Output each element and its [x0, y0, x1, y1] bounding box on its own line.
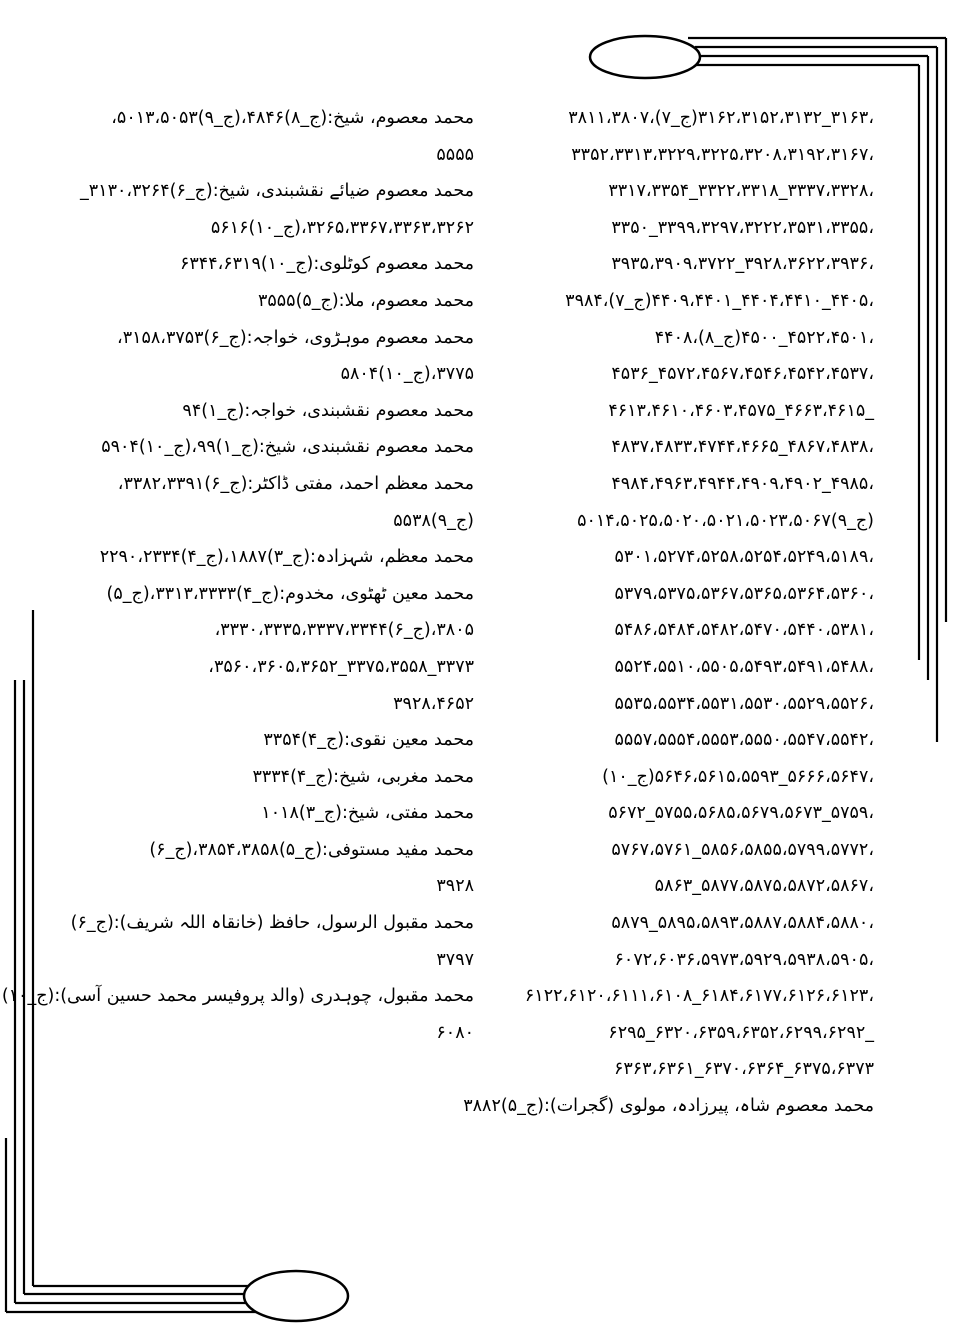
- index-entry-heading: محمد معظم، شہزادہ:(ج_۳)۱۸۸۷،(ج_۴)۲۲۹۰،۲۳۳۴: [99, 547, 474, 568]
- index-line: ۳۹۲۸: [436, 876, 474, 897]
- index-entry-heading: محمد معصوم شاہ، پیرزادہ، مولوی (گجرات):(ج_۵)۳۸۸۲: [463, 1096, 874, 1117]
- index-line: ۳۳۷۳_۳۳۷۵،۳۵۵۸_۳۵۶۰،۳۶۰۵،۳۶۵۲،: [208, 656, 474, 677]
- index-line: ،۶۰۷۲،۶۰۳۶،۵۹۷۳،۵۹۲۹،۵۹۳۸،۵۹۰۵: [614, 949, 874, 970]
- index-line: ،۵۳۷۹،۵۳۷۵،۵۳۶۷،۵۳۶۵،۵۳۶۴،۵۳۶۰: [614, 583, 874, 604]
- index-line: ،۵۶۶۶،۵۶۴۷_۵۶۴۶،۵۶۱۵،۵۵۹۳(ج_۱۰): [602, 766, 874, 787]
- index-line: ،۵۵۲۴،۵۵۱۰،۵۵۰۵،۵۴۹۳،۵۴۹۱،۵۴۸۸: [614, 656, 874, 677]
- index-line: ،۵۸۹۵،۵۸۹۳،۵۸۸۷،۵۸۸۴،۵۸۸۰_۵۸۷۹: [611, 913, 874, 934]
- index-line: ،۳۳۳۷،۳۳۲۸_۳۳۲۲،۳۳۱۸_۳۳۱۷،۳۳۵۴: [608, 181, 874, 202]
- top-ornament: [590, 36, 700, 78]
- index-line: ،۵۵۵۷،۵۵۵۴،۵۵۵۳،۵۵۵۰،۵۵۴۷،۵۵۴۲: [614, 730, 874, 751]
- index-line: ۳۷۹۷: [436, 949, 474, 970]
- index-line: ،۴۵۷۲،۴۵۶۷،۴۵۴۶،۴۵۴۲،۴۵۳۷_۴۵۳۶: [611, 364, 874, 385]
- index-line: ۵۵۵۵: [436, 144, 474, 165]
- index-entry-heading: محمد مغربی، شیخ:(ج_۴)۳۳۳۴: [252, 766, 474, 787]
- index-line: ،۵۳۰۱،۵۲۷۴،۵۲۵۸،۵۲۵۴،۵۲۴۹،۵۱۸۹: [614, 547, 874, 568]
- index-line: ،۵۷۵۹_۵۷۵۵،۵۶۸۵،۵۶۷۹،۵۶۷۳_۵۶۷۲: [608, 803, 874, 824]
- index-line: ،۳۳۹۹،۳۲۹۷،۳۲۲۲،۳۵۳۱،۳۳۵۵_۳۳۵۰: [611, 217, 874, 238]
- index-entry-heading: محمد معصوم ضیائے نقشبندی، شیخ:(ج_۶)۳۱۳۰،۳۲۶۴_: [80, 181, 474, 202]
- index-line: (ج_۹)۵۰۱۴،۵۰۲۵،۵۰۲۰،۵۰۲۱،۵۰۲۳،۵۰۶۷: [577, 510, 874, 531]
- index-column-left: [1, 100, 474, 1051]
- index-entry-heading: محمد معصوم، شیخ:(ج_۸)۴۸۴۶،(ج_۹)۵۰۱۳،۵۰۵۳،: [111, 108, 474, 128]
- index-entry-heading: محمد معظم احمد، مفتی ڈاکٹر:(ج_۶)۳۳۸۲،۳۳۹۱،: [117, 473, 474, 494]
- index-line: ،۳۱۶۳_۳۱۶۲،۳۱۵۲،۳۱۳۲(ج_۷)،۳۸۱۱،۳۸۰۷: [568, 108, 874, 128]
- index-line: ،۶۱۸۴،۶۱۷۷،۶۱۲۶،۶۱۲۳_۶۱۲۲،۶۱۲۰،۶۱۱۱،۶۱۰۸: [524, 986, 874, 1007]
- index-line: ۶۰۸۰: [436, 1022, 474, 1043]
- bottom-ornament: [244, 1271, 348, 1321]
- index-entry-heading: محمد معین نقوی:(ج_۴)۳۳۵۴: [263, 730, 474, 751]
- index-line: ۳۷۷۵،(ج_۱۰)۵۸۰۴: [340, 364, 474, 385]
- index-line: _۶۳۲۰،۶۳۵۹،۶۳۵۲،۶۲۹۹،۶۲۹۲_۶۲۹۵: [608, 1022, 874, 1043]
- index-line: ،۴۴۰۵_۴۴۰۴،۴۴۱۰_۴۴۰۹،۴۴۰۱(ج_۷)،۳۹۸۴: [565, 290, 874, 311]
- index-entry-heading: محمد معین ٹھٹوی، مخدوم:(ج_۴)۳۳۱۳،۳۳۳۳،(ج_۵): [106, 583, 474, 604]
- index-entry-heading: محمد مقبول الرسول، حافظ (خانقاہ اللہ شریف):(ج_۶): [70, 913, 474, 934]
- index-line: ،۵۸۵۶،۵۸۵۵،۵۷۹۹،۵۷۷۲_۵۷۶۷،۵۷۶۱: [611, 839, 874, 860]
- index-line: _۴۶۶۳،۴۶۱۵_۴۶۱۳،۴۶۱۰،۴۶۰۳،۴۵۷۵: [608, 400, 874, 421]
- index-line: ،۴۵۲۲،۴۵۰۱_۴۵۰۰(ج_۸)،۴۴۰۸: [654, 327, 874, 348]
- index-entry-heading: محمد مفتی، شیخ:(ج_۳)۱۰۱۸: [261, 803, 474, 824]
- index-entry-heading: محمد معصوم، ملا:(ج_۵)۳۵۵۵: [257, 290, 474, 311]
- index-entry-heading: محمد مفید مستوفی:(ج_۵)۳۸۵۴،۳۸۵۸،(ج_۶): [149, 839, 474, 860]
- index-line: ،۵۴۸۶،۵۴۸۴،۵۴۸۲،۵۴۷۰،۵۴۴۰،۵۳۸۱: [614, 620, 874, 641]
- index-line: ،۳۹۲۸،۳۶۲۲،۳۹۳۶_۳۹۳۵،۳۹۰۹،۳۷۲۲: [611, 254, 874, 275]
- index-line: ،۵۸۷۷،۵۸۷۵،۵۸۷۲،۵۸۶۷_۵۸۶۳: [654, 876, 874, 897]
- index-entry-heading: محمد معصوم کوٹلوی:(ج_۱۰)۶۳۴۴،۶۳۱۹: [180, 254, 474, 275]
- index-entry-heading: محمد مقبول، چوہدری (والد پروفیسر محمد حسین آسی):(ج_۱۰): [1, 986, 474, 1007]
- index-line: ،۳۳۵۲،۳۳۱۳،۳۲۲۹،۳۲۲۵،۳۲۰۸،۳۱۹۲،۳۱۶۷: [571, 144, 874, 165]
- index-line: ۳۹۲۸،۴۶۵۲: [393, 693, 474, 714]
- index-line: ۶۳۷۵،۶۳۷۳_۶۳۷۰،۶۳۶۴_۶۳۶۳،۶۳۶۱: [613, 1059, 874, 1080]
- index-line: ۳۲۶۵،۳۳۶۷،۳۳۶۳،۳۲۶۲،(ج_۱۰)۵۶۱۶: [210, 217, 474, 238]
- index-line: (ج_۹)۵۵۳۸: [393, 510, 474, 531]
- index-entry-heading: محمد معصوم نقشبندی، شیخ:(ج_۱)۹۹،(ج_۱۰)۵۹۰۴: [101, 437, 474, 458]
- index-entry-heading: محمد معصوم نقشبندی، خواجہ:(ج_۱)۹۴: [182, 400, 474, 421]
- index-entry-heading: محمد معصوم موہڑوی، خواجہ:(ج_۶)۳۱۵۸،۳۷۵۳،: [117, 327, 474, 348]
- index-line: ،۴۹۸۵_۴۹۸۴،۴۹۶۳،۴۹۴۴،۴۹۰۹،۴۹۰۲: [611, 473, 874, 494]
- index-line: ،۴۸۶۷،۴۸۳۸_۴۸۳۷،۴۸۳۳،۴۷۴۴،۴۶۶۵: [611, 437, 874, 458]
- index-line: ،۵۵۳۵،۵۵۳۴،۵۵۳۱،۵۵۳۰،۵۵۲۹،۵۵۲۶: [614, 693, 874, 714]
- index-column-right: [463, 100, 874, 1125]
- index-line: ۳۸۰۵،(ج_۶)۳۳۳۰،۳۳۳۵،۳۳۳۷،۳۳۴۴،: [214, 620, 474, 641]
